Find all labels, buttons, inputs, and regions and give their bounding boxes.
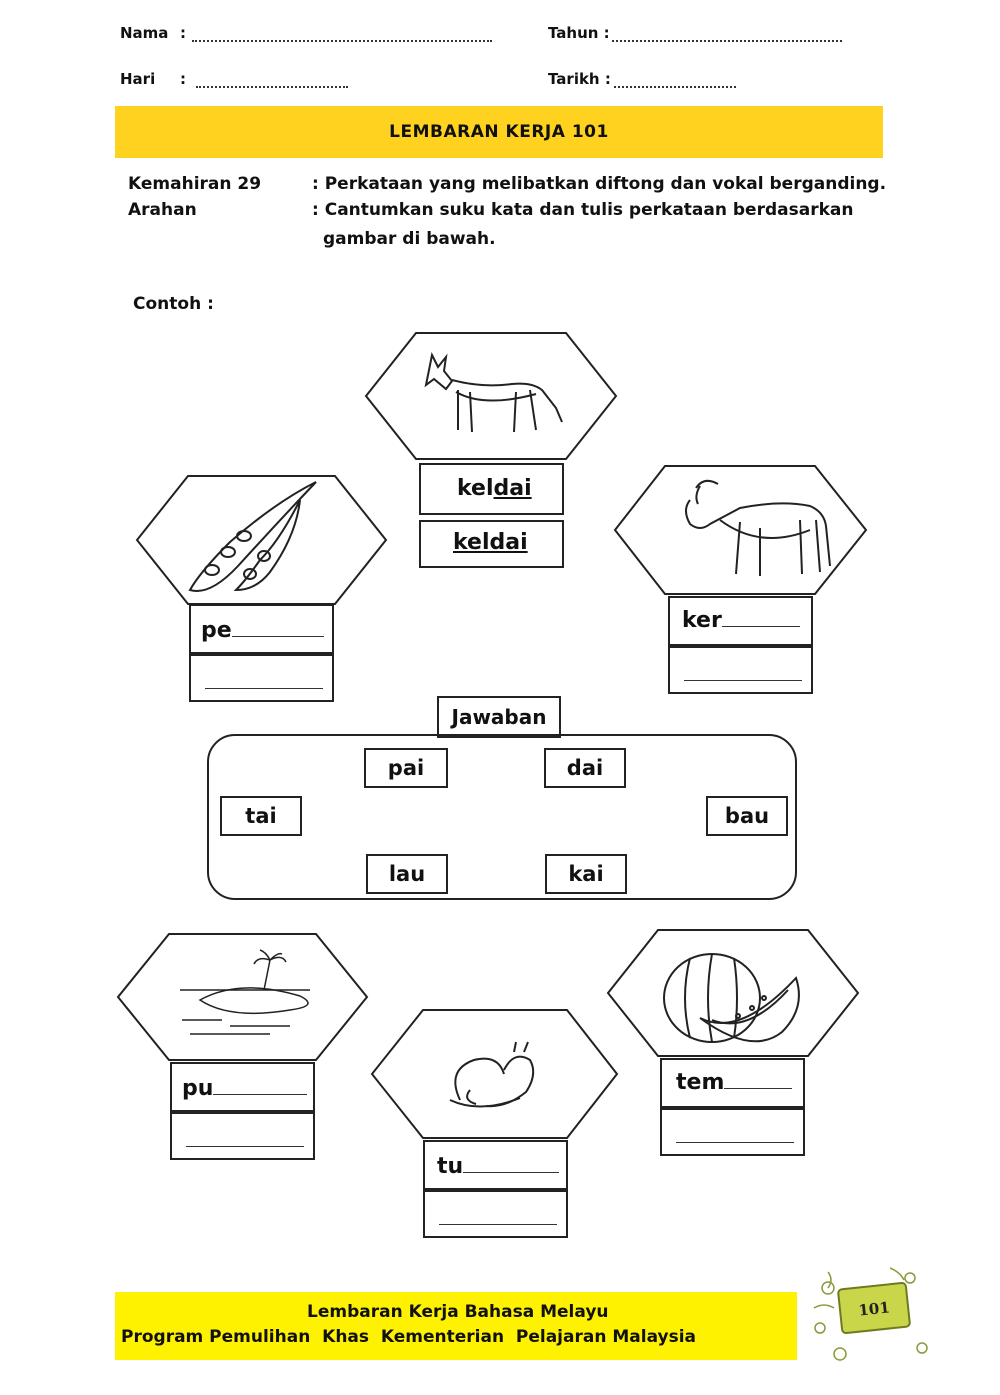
buffalo-syllable-box — [668, 596, 813, 646]
syllable-chip-kai[interactable] — [545, 854, 627, 894]
buffalo-card — [615, 466, 866, 594]
example-syllable-word — [457, 476, 532, 501]
syllable-chip-kai-label: kai — [568, 862, 604, 886]
squirrel-syllable-box — [423, 1140, 568, 1190]
nama-colon: : — [180, 24, 186, 42]
example-syllable-box — [419, 463, 564, 515]
syllable-chip-bau[interactable] — [706, 796, 788, 836]
bean-card — [137, 476, 386, 604]
nama-label: Nama — [120, 24, 169, 42]
syllable-chip-tai[interactable] — [220, 796, 302, 836]
island-answer-line — [186, 1146, 304, 1147]
squirrel-answer-box[interactable] — [423, 1190, 568, 1238]
example-label: Contoh : — [133, 294, 214, 314]
footer-banner — [115, 1292, 797, 1360]
syllable-chip-lau-label: lau — [388, 862, 426, 886]
buffalo-syllable-blank[interactable] — [722, 626, 800, 627]
syllable-chip-tai-label: tai — [245, 804, 277, 828]
syllable-chip-dai[interactable] — [544, 748, 626, 788]
syllable-chip-lau[interactable] — [366, 854, 448, 894]
direction-text-2: gambar di bawah. — [323, 229, 496, 249]
example-suffix: dai — [493, 476, 532, 501]
example-answer: keldai — [453, 530, 528, 555]
page-number: 101 — [857, 1298, 891, 1320]
bean-syllable-box — [189, 604, 334, 654]
page-number-badge — [800, 1258, 940, 1378]
answer-bank-label: Jawaban — [451, 705, 547, 729]
bean-syllable-blank[interactable] — [232, 636, 324, 637]
direction-label: Arahan — [128, 200, 197, 220]
island-card — [118, 934, 367, 1060]
buffalo-prefix: ker — [682, 608, 722, 633]
squirrel-card — [372, 1010, 617, 1138]
watermelon-card — [608, 930, 858, 1056]
syllable-chip-pai[interactable] — [364, 748, 448, 788]
buffalo-answer-line — [684, 680, 802, 681]
bean-prefix: pe — [201, 618, 232, 643]
tahun-label: Tahun : — [548, 24, 610, 42]
answer-bank-label-box — [437, 696, 561, 738]
footer-line-1: Lembaran Kerja Bahasa Melayu — [307, 1302, 609, 1322]
syllable-chip-bau-label: bau — [724, 804, 770, 828]
example-answer-box — [419, 520, 564, 568]
island-prefix: pu — [182, 1076, 214, 1101]
squirrel-prefix: tu — [437, 1154, 464, 1179]
bean-answer-box[interactable] — [189, 654, 334, 702]
direction-text-1: : Cantumkan suku kata dan tulis perkataan berdasarkan — [312, 200, 854, 220]
watermelon-prefix: tem — [676, 1070, 725, 1095]
squirrel-answer-line — [439, 1224, 557, 1225]
syllable-chip-pai-label: pai — [387, 756, 425, 780]
example-prefix: kel — [457, 476, 494, 501]
footer-line-2: Program Pemulihan Khas Kementerian Pelajaran Malaysia — [121, 1327, 697, 1347]
syllable-chip-dai-label: dai — [566, 756, 604, 780]
skill-text: : Perkataan yang melibatkan diftong dan vokal berganding. — [312, 174, 887, 194]
island-syllable-box — [170, 1062, 315, 1112]
tarikh-label: Tarikh : — [548, 70, 611, 88]
skill-label: Kemahiran 29 — [128, 174, 262, 194]
buffalo-answer-box[interactable] — [668, 646, 813, 694]
page-title: LEMBARAN KERJA 101 — [389, 122, 609, 142]
island-syllable-blank[interactable] — [213, 1094, 307, 1095]
hari-colon: : — [180, 70, 186, 88]
island-answer-box[interactable] — [170, 1112, 315, 1160]
watermelon-syllable-blank[interactable] — [724, 1088, 792, 1089]
hari-label: Hari — [120, 70, 156, 88]
watermelon-syllable-box — [660, 1058, 805, 1108]
watermelon-answer-box[interactable] — [660, 1108, 805, 1156]
squirrel-syllable-blank[interactable] — [463, 1172, 559, 1173]
bean-answer-line — [205, 688, 323, 689]
donkey-card — [366, 333, 616, 459]
watermelon-answer-line — [676, 1142, 794, 1143]
